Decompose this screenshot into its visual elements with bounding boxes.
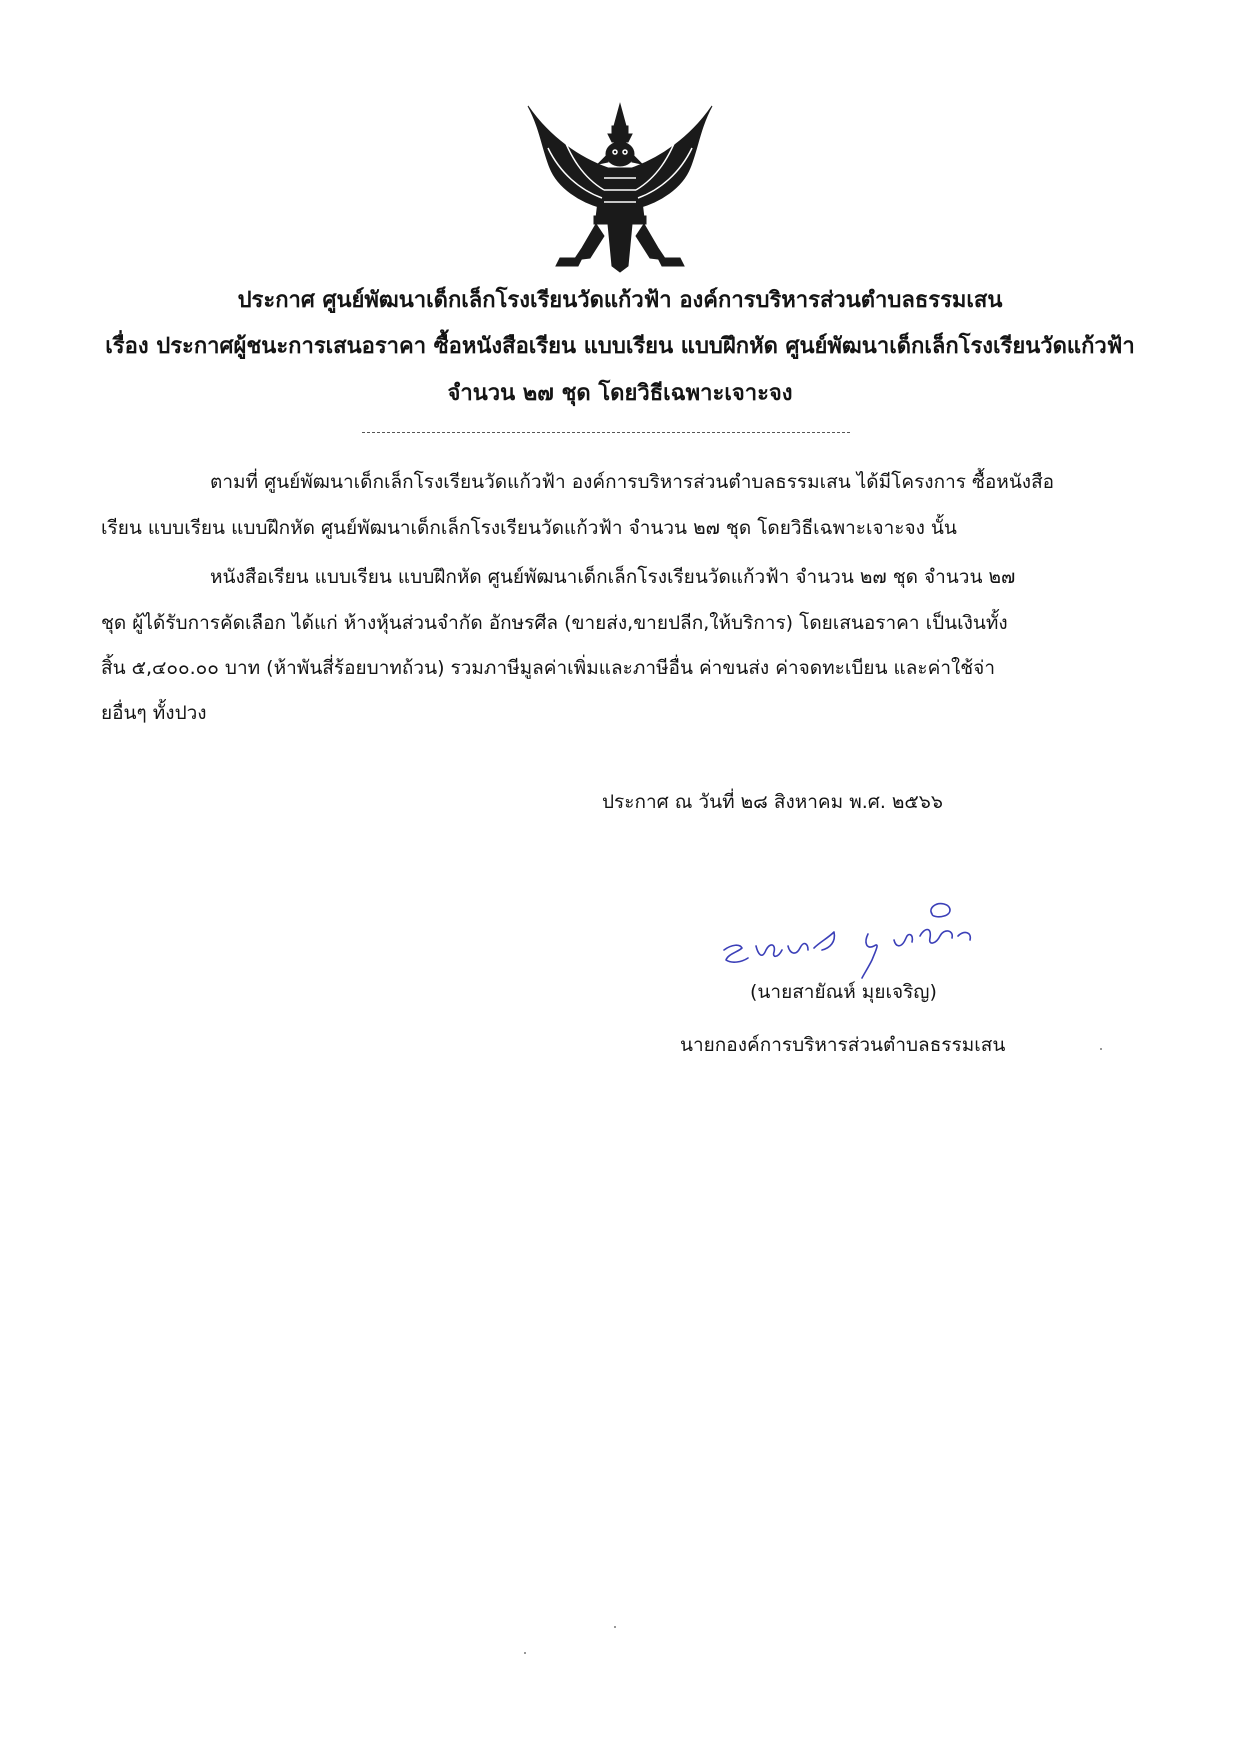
signatory-name: (นายสายัณห์ มุยเจริญ) xyxy=(750,981,937,1003)
announcement-date: ประกาศ ณ วันที่ ๒๘ สิงหาคม พ.ศ. ๒๕๖๖ xyxy=(602,791,943,813)
scan-speck xyxy=(1100,1048,1102,1050)
body-paragraph-2-line-1: หนังสือเรียน แบบเรียน แบบฝึกหัด ศูนย์พัฒนาเด็กเล็กโรงเรียนวัดแก้วฟ้า จำนวน ๒๗ ชุด จำนวน ๒๗ xyxy=(210,566,1016,588)
scan-speck xyxy=(524,1652,526,1654)
body-paragraph-1-line-2: เรียน แบบเรียน แบบฝึกหัด ศูนย์พัฒนาเด็กเล็กโรงเรียนวัดแก้วฟ้า จำนวน ๒๗ ชุด โดยวิธีเฉพาะเจาะจง นั้น xyxy=(101,517,957,539)
announcement-subject-continued: จำนวน ๒๗ ชุด โดยวิธีเฉพาะเจาะจง xyxy=(447,381,793,406)
scan-speck xyxy=(614,1626,616,1628)
separator-rule xyxy=(362,432,850,433)
announcement-subject: เรื่อง ประกาศผู้ชนะการเสนอราคา ซื้อหนังสือเรียน แบบเรียน แบบฝึกหัด ศูนย์พัฒนาเด็กเล็กโรงเรียนวัดแก้วฟ้า xyxy=(105,334,1135,359)
body-paragraph-1-line-1: ตามที่ ศูนย์พัฒนาเด็กเล็กโรงเรียนวัดแก้วฟ้า องค์การบริหารส่วนตำบลธรรมเสน ได้มีโครงการ ซื้อหนังสือ xyxy=(210,471,1055,493)
body-paragraph-2-line-2: ชุด ผู้ได้รับการคัดเลือก ได้แก่ ห้างหุ้นส่วนจำกัด อักษรศีล (ขายส่ง,ขายปลีก,ให้บริการ) โดยเสนอราคา เป็นเงินทั้ง xyxy=(101,612,1008,634)
announcement-heading: ประกาศ ศูนย์พัฒนาเด็กเล็กโรงเรียนวัดแก้วฟ้า องค์การบริหารส่วนตำบลธรรมเสน xyxy=(237,288,1003,313)
body-paragraph-2-line-4: ยอื่นๆ ทั้งปวง xyxy=(101,702,207,724)
body-paragraph-2-line-3: สิ้น ๕,๔๐๐.๐๐ บาท (ห้าพันสี่ร้อยบาทถ้วน) รวมภาษีมูลค่าเพิ่มและภาษีอื่น ค่าขนส่ง ค่าจดทะเบียน และค่าใช้จ่า xyxy=(101,657,995,679)
garuda-emblem-icon xyxy=(520,98,720,273)
signatory-title: นายกองค์การบริหารส่วนตำบลธรรมเสน xyxy=(680,1034,1006,1056)
handwritten-signature xyxy=(718,888,998,980)
